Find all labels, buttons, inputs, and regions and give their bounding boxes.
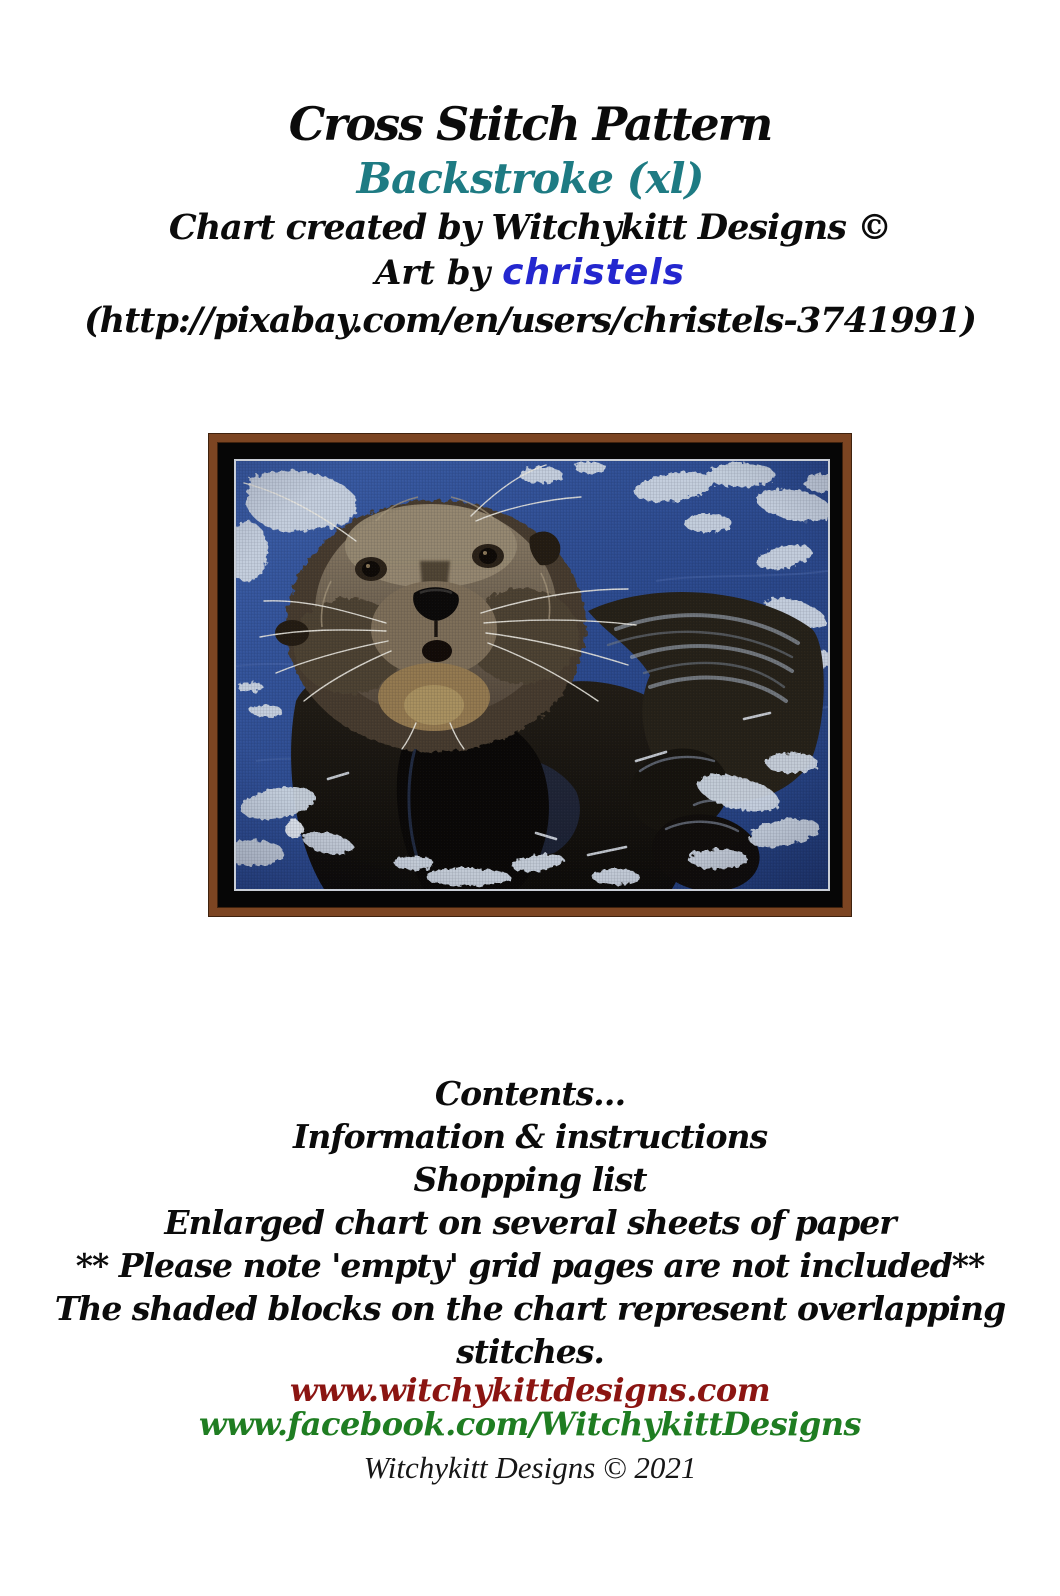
chart-credit: Chart created by Witchykitt Designs ©	[168, 207, 892, 248]
page-title: Cross Stitch Pattern	[288, 97, 772, 151]
otter-artwork-image	[234, 459, 830, 891]
copyright-notice: Witchykitt Designs © 2021	[363, 1450, 697, 1485]
contents-note-shaded-blocks: The shaded blocks on the chart represent overlapping stitches.	[54, 1289, 1006, 1371]
artist-source-url: (http://pixabay.com/en/users/christels-3741991)	[84, 300, 976, 341]
contents-item-enlarged-chart: Enlarged chart on several sheets of paper	[164, 1203, 896, 1242]
contents-heading: Contents…	[434, 1074, 626, 1113]
facebook-link[interactable]: www.facebook.com/WitchykittDesigns	[198, 1405, 862, 1443]
vignette-overlay	[236, 461, 828, 889]
contents-item-information: Information & instructions	[292, 1117, 768, 1156]
artist-name: christels	[502, 252, 686, 293]
contents-section	[0, 1072, 1060, 1489]
art-credit	[0, 250, 1060, 296]
website-link-row	[0, 1373, 1060, 1407]
stitched-preview-frame	[209, 434, 851, 916]
art-by-label: Art by	[374, 253, 491, 293]
contents-item-shopping-list: Shopping list	[413, 1160, 647, 1199]
website-link[interactable]: www.witchykittdesigns.com	[289, 1371, 771, 1409]
facebook-link-row	[0, 1407, 1060, 1441]
pattern-name: Backstroke (xl)	[356, 154, 704, 203]
contents-note-empty-pages: ** Please note 'empty' grid pages are not included**	[75, 1246, 985, 1285]
pattern-cover-page	[0, 96, 1060, 1596]
